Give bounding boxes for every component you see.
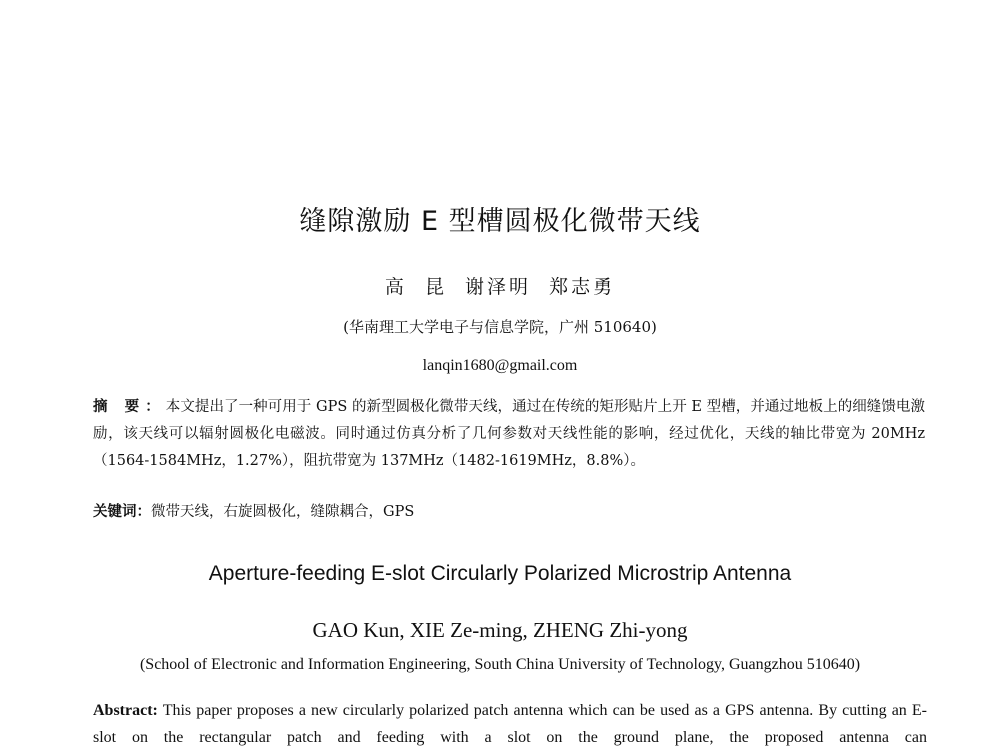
english-abstract-text: This paper proposes a new circularly polarized patch antenna which can be used as a GPS antenna. By cutting an E-slot on the rectangular patch and feeding with a slot on the ground plane, the proposed antenna can [93, 702, 927, 746]
chinese-abstract-text: 本文提出了一种可用于 GPS 的新型圆极化微带天线，通过在传统的矩形贴片上开 E 型槽，并通过地板上的细缝馈电激励，该天线可以辐射圆极化电磁波。同时通过仿真分析了几何参数对天线性能的影响，经过优化，天线的轴比带宽为 20MHz（1564-1584MHz，1.27%），阻抗带宽为 137MHz（1482-1619MHz，8.8%）。 [93, 399, 925, 469]
chinese-keywords-text: 微带天线，右旋圆极化，缝隙耦合，GPS [151, 504, 415, 520]
chinese-abstract-label: 摘 要： [93, 399, 166, 415]
chinese-abstract [93, 394, 925, 475]
author-email: lanqin1680@gmail.com [422, 357, 578, 374]
english-affiliation: (School of Electronic and Information Engineering, South China University of Technology, Guangzhou 510640) [139, 656, 861, 673]
english-abstract-label: Abstract: [93, 702, 158, 719]
chinese-keywords [93, 500, 925, 521]
english-authors: GAO Kun, XIE Ze-ming, ZHENG Zhi-yong [312, 618, 688, 642]
english-title: Aperture-feeding E-slot Circularly Polarized Microstrip Antenna [208, 562, 792, 585]
chinese-keywords-label: 关键词： [93, 504, 151, 520]
chinese-authors: 高 昆 谢泽明 郑志勇 [384, 276, 616, 298]
english-abstract [93, 697, 927, 751]
chinese-title: 缝隙激励 E 型槽圆极化微带天线 [299, 206, 701, 237]
chinese-affiliation: (华南理工大学电子与信息学院，广州 510640) [343, 318, 657, 336]
